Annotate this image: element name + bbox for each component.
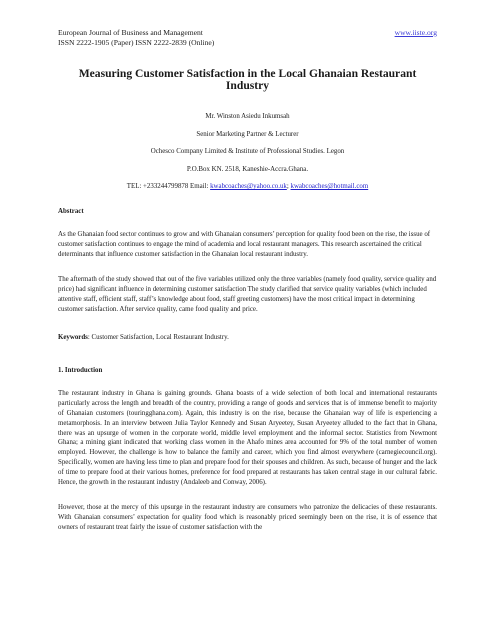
introduction-heading: 1. Introduction [58, 367, 103, 375]
author-name: Mr. Winston Asiedu Inkumsah [205, 113, 290, 120]
journal-name: European Journal of Business and Management [58, 28, 203, 37]
email-separator: ; [286, 183, 291, 190]
abstract-paragraph-2: The aftermath of the study showed that out of the five variables utilized only the three variables (namely food quality, service quality and price) had significant influence in determining customer satisfaction The study clarified that service quality variables (which included attentive staff, efficient staff, staff’s knowledge about food, staff greeting customers) have the most critical impact in determining customer satisfaction. After service quality, came food quality and price. [58, 276, 437, 313]
author-address: P.O.Box KN. 2518, Kaneshie-Accra.Ghana. [186, 165, 309, 173]
paper-title: Measuring Customer Satisfaction in the Local Ghanaian Restaurant Industry [78, 67, 417, 92]
keywords-label: Keywords [58, 333, 88, 341]
email-link-yahoo[interactable]: kwabcoaches@yahoo.co.uk [210, 183, 287, 190]
abstract-heading: Abstract [58, 208, 84, 215]
email-link-hotmail[interactable]: kwabcoaches@hotmail.com [290, 183, 369, 190]
introduction-paragraph-2: However, those at the mercy of this upsurge in the restaurant industry are consumers who patronize the delicacies of these restaurants. With Ghanaian consumers’ expectation for quality food which is reasonably priced seemingly been on the rise, it is of essence that owners of restaurant treat fairly the issue of customer satisfaction with the [58, 504, 437, 531]
contact-prefix: TEL: +233244799878 Email: [126, 183, 211, 190]
abstract-paragraph-1: As the Ghanaian food sector continues to grow and with Ghanaian consumers’ perception for quality food been on the rise, the issue of customer satisfaction continues to engage the mind of academia and local restaurant managers. This research ascertained the critical determinants that influence customer satisfaction in the Ghanaian local restaurant industry. [58, 231, 431, 258]
author-position: Senior Marketing Partner & Lecturer [196, 130, 299, 138]
journal-website-link[interactable]: www.iiste.org [394, 28, 437, 37]
author-contact [58, 182, 437, 191]
author-affiliation: Ochesco Company Limited & Institute of Professional Studies. Legon [150, 148, 345, 155]
keywords-line [58, 333, 437, 343]
issn-line: ISSN 2222-1905 (Paper) ISSN 2222-2839 (Online) [58, 38, 215, 47]
author-block [58, 112, 437, 191]
introduction-paragraph-1: The restaurant industry in Ghana is gaining grounds. Ghana boasts of a wide selection of both local and international restaurants particularly across the length and breadth of the country, providing a range of goods and services that is of immense benefit to majority of Ghanaian customers (touringghana.com). Again, this industry is on the rise, because the Ghanaian way of life is experiencing a metamorphosis. In an interview between Julia Taylor Kennedy and Susan Aryeetey, Susan Aryeetey alluded to the fact that in Ghana, there was an upsurge of women in the corporate world, middle level employment and the informal sector. Statistics from Newmont Ghana; a mining giant indicated that working class women in the Ahafo mines area accounted for 9% of the total number of women employed. However, the challenge is how to balance the family and career, which you find almost everywhere (carnegiecouncil.org). Specifically, women are having less time to plan and prepare food for their spouses and children. As such, because of hunger and the lack of time to prepare food at their various homes, preference for food prepared at restaurants has taken central stage in our cultural fabric. Hence, the growth in the restaurant industry (Andaleeb and Conway, 2006). [58, 390, 437, 486]
journal-header [58, 28, 437, 38]
keywords-text: : Customer Satisfaction, Local Restaurant Industry. [87, 333, 229, 341]
